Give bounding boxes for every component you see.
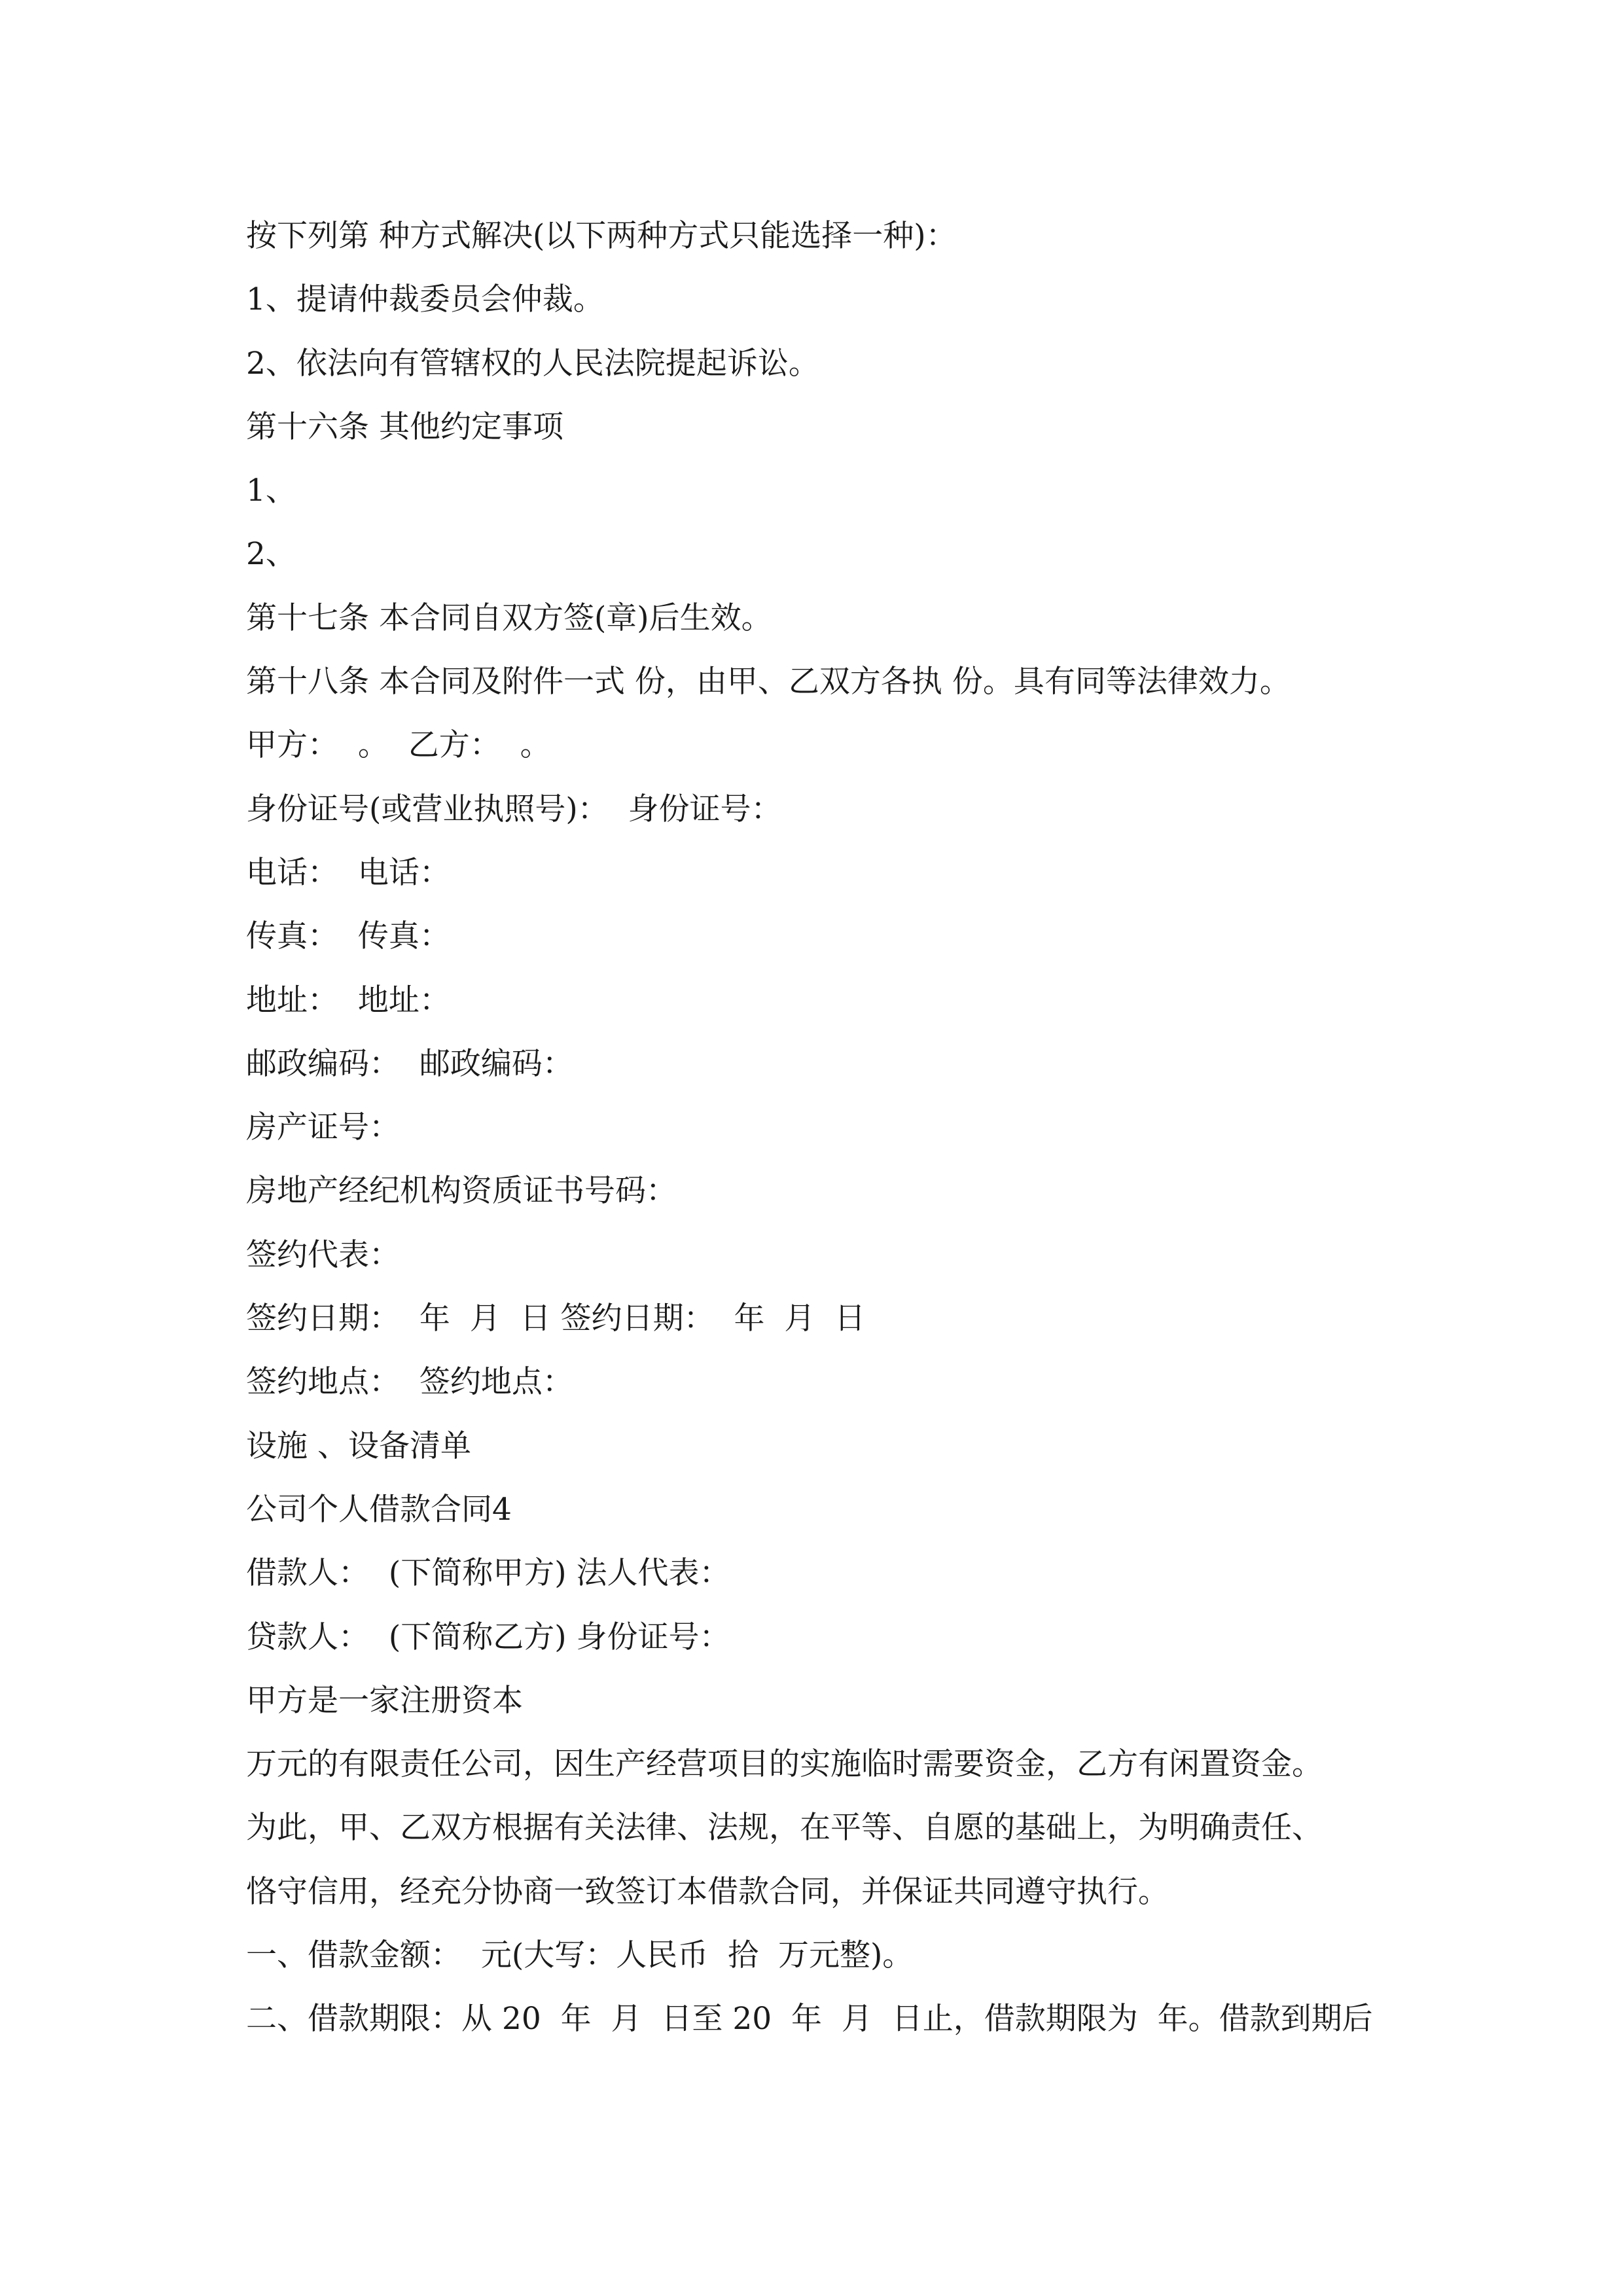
signature-field: 房产证号： xyxy=(246,1109,400,1146)
text-line: 万元的有限责任公司，因生产经营项目的实施临时需要资金，乙方有闲置资金。 xyxy=(246,1746,1323,1783)
text-line: 为此，甲、乙双方根据有关法律、法规，在平等、自愿的基础上，为明确责任、 xyxy=(246,1810,1323,1846)
text-line: 1、 xyxy=(246,473,296,509)
party-field: 贷款人： (下简称乙方) 身份证号： xyxy=(246,1619,730,1655)
section-heading: 第十七条 本合同自双方签(章)后生效。 xyxy=(246,600,772,636)
party-field: 借款人： (下简称甲方) 法人代表： xyxy=(246,1555,730,1592)
section-heading: 第十六条 其他约定事项 xyxy=(246,408,563,445)
signature-field: 签约日期： 年 月 日 签约日期： 年 月 日 xyxy=(246,1300,866,1337)
text-line: 1、提请仲裁委员会仲裁。 xyxy=(246,281,604,318)
signature-field: 传真： 传真： xyxy=(246,918,450,955)
contract-title: 公司个人借款合同4 xyxy=(246,1491,512,1528)
clause-line: 二、借款期限：从 20 年 月 日至 20 年 月 日止，借款期限为 年。借款到期后 xyxy=(246,2001,1373,2037)
text-line: 甲方是一家注册资本 xyxy=(246,1682,523,1719)
text-line: 2、依法向有管辖权的人民法院提起诉讼。 xyxy=(246,345,819,382)
signature-field: 签约代表： xyxy=(246,1236,400,1273)
signature-field: 甲方： 。 乙方： 。 xyxy=(246,727,551,764)
signature-field: 电话： 电话： xyxy=(246,854,450,891)
text-line: 设施 、设备清单 xyxy=(246,1427,471,1464)
signature-field: 身份证号(或营业执照号)： 身份证号： xyxy=(246,791,782,827)
signature-field: 邮政编码： 邮政编码： xyxy=(246,1045,573,1082)
signature-field: 房地产经纪机构资质证书号码： xyxy=(246,1173,677,1210)
signature-field: 签约地点： 签约地点： xyxy=(246,1364,573,1401)
section-heading: 第十八条 本合同及附件一式 份，由甲、乙双方各执 份。具有同等法律效力。 xyxy=(246,664,1291,700)
document-body xyxy=(246,204,1489,2051)
text-line: 2、 xyxy=(246,536,296,573)
text-line: 按下列第 种方式解决(以下两种方式只能选择一种)： xyxy=(246,218,957,254)
text-line: 恪守信用，经充分协商一致签订本借款合同，并保证共同遵守执行。 xyxy=(246,1873,1169,1910)
clause-line: 一、借款金额： 元(大写：人民币 拾 万元整)。 xyxy=(246,1937,914,1974)
signature-field: 地址： 地址： xyxy=(246,982,450,1018)
